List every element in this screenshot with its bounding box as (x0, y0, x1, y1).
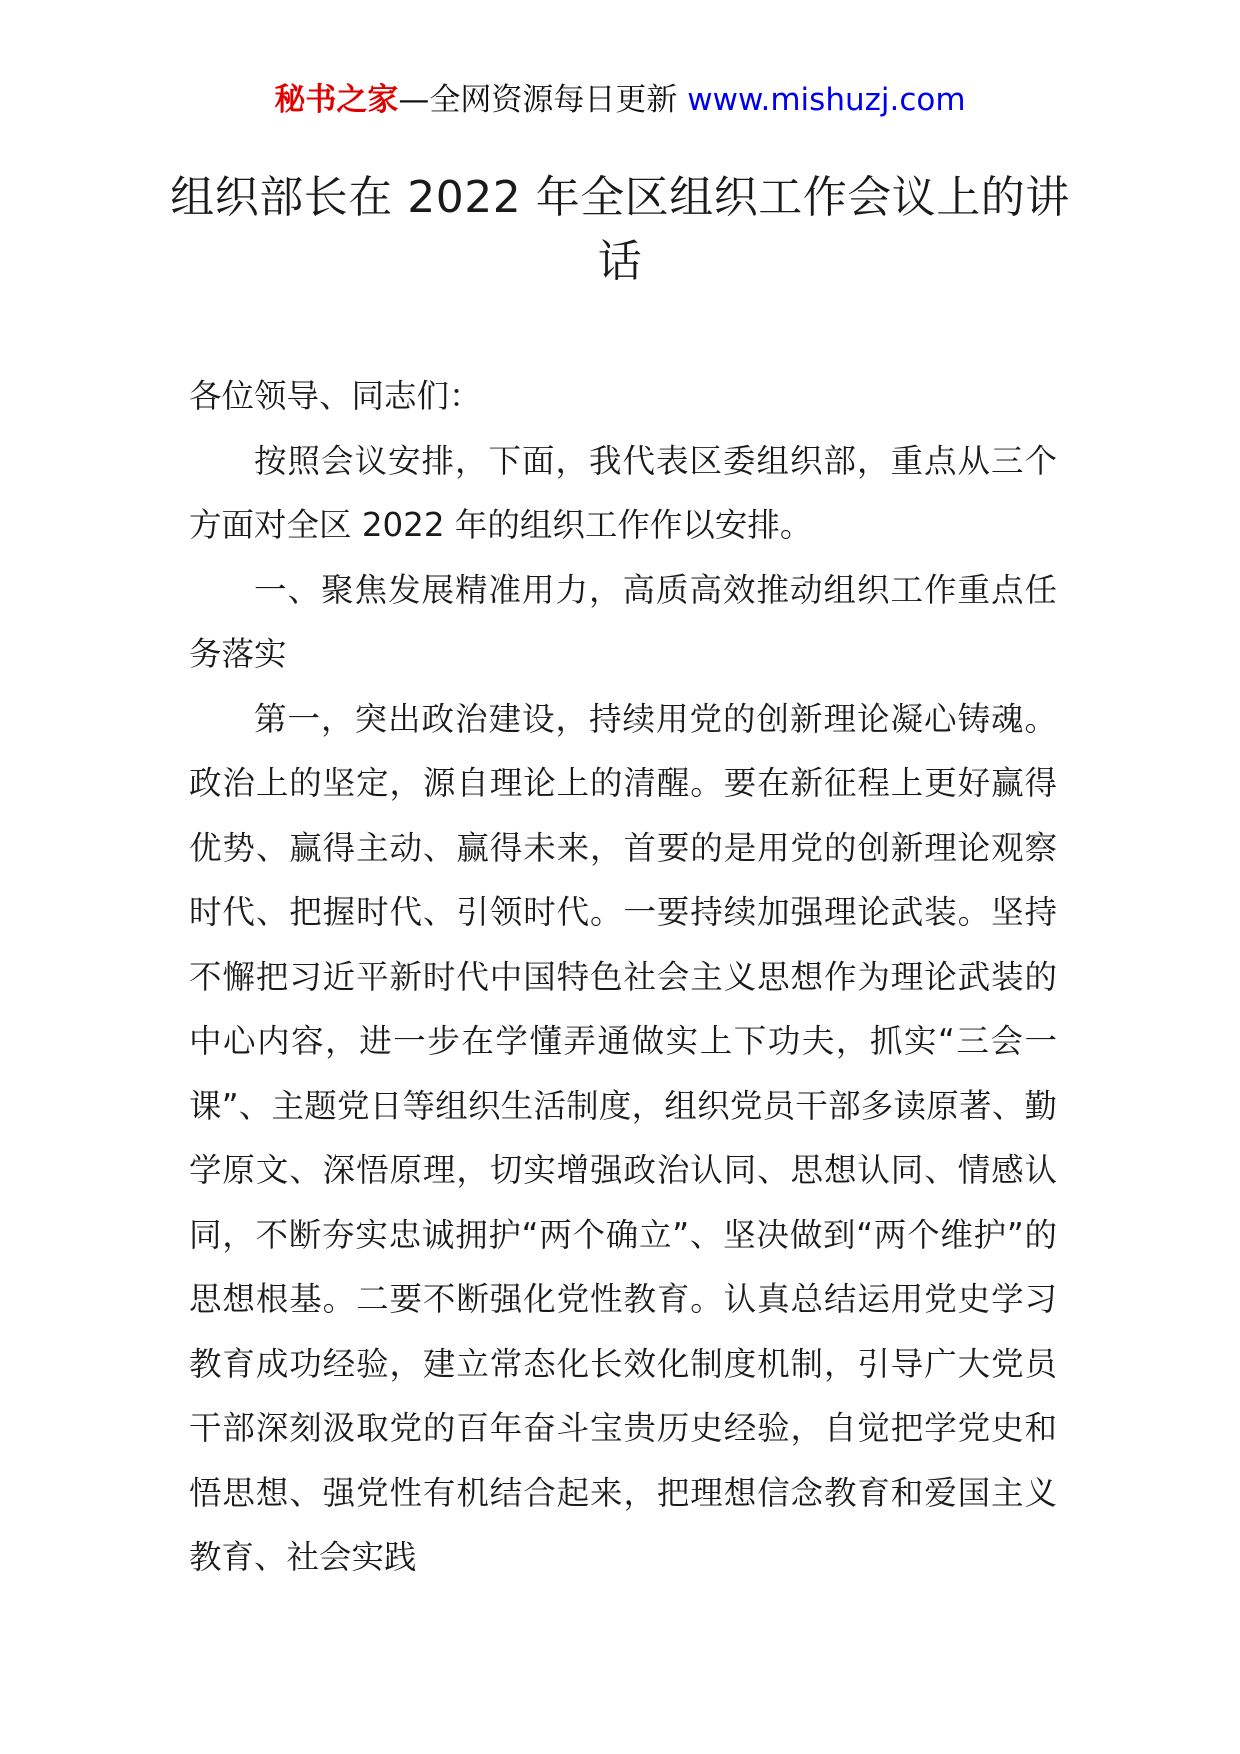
header-tagline: —全网资源每日更新 (398, 82, 678, 118)
brand-name: 秘书之家 (274, 82, 399, 118)
section-heading: 一、聚焦发展精准用力，高质高效推动组织工作重点任务落实 (189, 570, 1057, 673)
body-paragraph: 第一，突出政治建设，持续用党的创新理论凝心铸魂。政治上的坚定，源自理论上的清醒。要在新征程上更好赢得优势、赢得主动、赢得未来，首要的是用党的创新理论观察时代、把握时代、引领时代。一要持续加强理论武装。坚持不懈把习近平新时代中国特色社会主义思想作为理论武装的中心内容，进一步在学懂弄通做实上下功夫，抓实“三会一课”、主题党日等组织生活制度，组织党员干部多读原著、勤学原文、深悟原理，切实增强政治认同、思想认同、情感认同，不断夯实忠诚拥护“两个确立”、坚决做到“两个维护”的思想根基。二要不断强化党性教育。认真总结运用党史学习教育成功经验，建立常态化长效化制度机制，引导广大党员干部深刻汲取党的百年奋斗宝贵历史经验，自觉把学党史和悟思想、强党性有机结合起来，把理想信念教育和爱国主义教育、社会实践 (189, 699, 1057, 1576)
document-body (189, 364, 1057, 1590)
salutation: 各位领导、同志们： (189, 377, 482, 415)
document-header (0, 76, 1240, 124)
intro-paragraph: 按照会议安排，下面，我代表区委组织部，重点从三个方面对全区 2022 年的组织工作作以安排。 (189, 441, 1057, 544)
document-title: 组织部长在 2022 年全区组织工作会议上的讲话 (170, 172, 1070, 287)
website-link[interactable]: www.mishuzj.com (687, 82, 966, 118)
